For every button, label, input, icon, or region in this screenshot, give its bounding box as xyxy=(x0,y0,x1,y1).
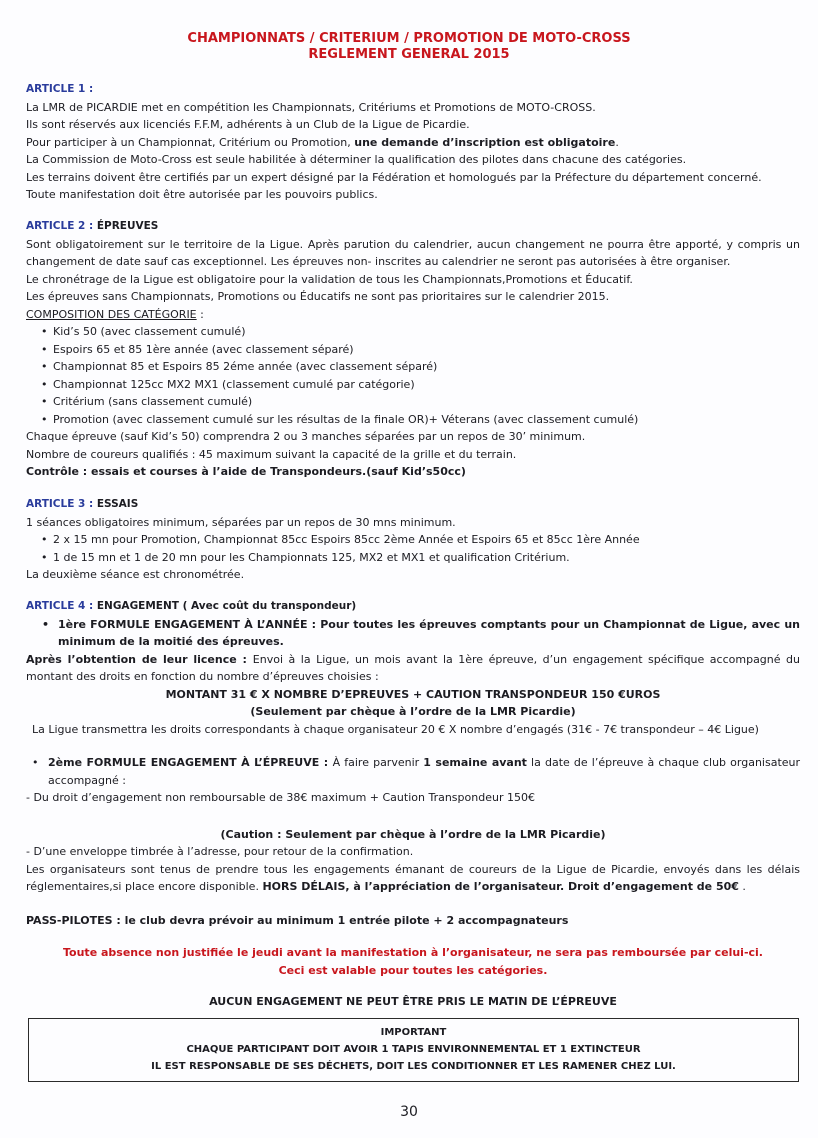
article-3-line: La deuxième séance est chronométrée. xyxy=(26,568,245,581)
controle-line: Contrôle : essais et courses à l’aide de Transpondeurs.(sauf Kid’s50cc) xyxy=(26,465,466,478)
nombre-line: Nombre de coureurs qualifiés : 45 maximum suivant la capacité de la grille et du terrain. xyxy=(26,447,517,461)
formule-1: • 1ère FORMULE ENGAGEMENT À L’ANNÉE : Pour toutes les épreuves comptants pour un Championnat de Ligue, avec un minimum de la moitié des épreuves. xyxy=(42,617,800,648)
montant-line: MONTANT 31 € X NOMBRE D’EPREUVES + CAUTION TRANSPONDEUR 150 €UROS xyxy=(165,687,661,701)
page-number: 30 xyxy=(400,1104,418,1120)
apres-licence: Après l’obtention de leur licence : Envoi à la Ligue, un mois avant la 1ère épreuve, d’un engagement spécifique accompagné du montant des droits en fonction du nombre d’épreuves choisies : xyxy=(26,652,800,683)
article-2 xyxy=(26,218,800,481)
formule-2: • 2ème FORMULE ENGAGEMENT À L’ÉPREUVE : À faire parvenir 1 semaine avant la date de l’épreuve à chaque club organisateur accompagné : xyxy=(32,756,801,787)
article-1-line: Pour participer à un Championnat, Critérium ou Promotion, une demande d’inscription est obligatoire. xyxy=(26,135,619,149)
enveloppe-line: - D’une enveloppe timbrée à l’adresse, pour retour de la confirmation. xyxy=(26,845,414,858)
caution-line: (Caution : Seulement par chèque à l’ordre de la LMR Picardie) xyxy=(220,827,606,841)
ligue-line: La Ligue transmettra les droits correspondants à chaque organisateur 20 € X nombre d’engagés (31€ - 7€ transpondeur – 4€ Ligue) xyxy=(32,722,759,736)
category-list xyxy=(26,323,800,428)
essais-list xyxy=(26,531,800,566)
manches-line: Chaque épreuve (sauf Kid’s 50) comprendra 2 ou 3 manches séparées par un repos de 30’ minimum. xyxy=(26,430,586,443)
category-item: • Championnat 125cc MX2 MX1 (classement cumulé par catégorie) xyxy=(41,376,800,394)
droit-line: - Du droit d’engagement non remboursable de 38€ maximum + Caution Transpondeur 150€ xyxy=(26,791,535,804)
article-3-heading: ARTICLE 3 : ESSAIS xyxy=(26,498,139,510)
article-2-heading: ARTICLE 2 : ÉPREUVES xyxy=(26,220,159,232)
organisateurs-para: Les organisateurs sont tenus de prendre tous les engagements émanant de coureurs de la Ligue de Picardie, envoyés dans les délais réglementaires,si place encore disponible. HORS DÉLAIS, à l’appréciation de l’organisateur. Droit d’engagement de 50€ . xyxy=(26,862,800,893)
bullet-icon: • xyxy=(42,617,50,631)
article-2-para: Sont obligatoirement sur le territoire de la Ligue. Après parution du calendrier, aucun changement ne pourra être apporté, y compris un changement de date sauf cas exceptionnel. Les épreuves non- inscrites au calendrier ne seront pas autorisées à être organiser. xyxy=(26,237,800,268)
category-item: • Promotion (avec classement cumulé sur les résultas de la finale OR)+ Véterans (avec classement cumulé) xyxy=(41,411,800,429)
article-1-line: Les terrains doivent être certifiés par un expert désigné par la Fédération et homologués par la Préfecture du département concerné. xyxy=(26,170,762,184)
important-line: IL EST RESPONSABLE DE SES DÉCHETS, DOIT LES CONDITIONNER ET LES RAMENER CHEZ LUI. xyxy=(151,1061,676,1072)
article-4 xyxy=(26,598,800,1011)
important-box xyxy=(28,1018,799,1082)
document-title: CHAMPIONNATS / CRITERIUM / PROMOTION DE MOTO-CROSS xyxy=(187,31,631,46)
document-subtitle: REGLEMENT GENERAL 2015 xyxy=(308,47,510,62)
article-1-line: La LMR de PICARDIE met en compétition les Championnats, Critériums et Promotions de MOTO-CROSS. xyxy=(26,100,596,114)
category-item: • Championnat 85 et Espoirs 85 2éme année (avec classement séparé) xyxy=(41,358,800,376)
article-1 xyxy=(26,81,800,204)
essais-item: • 1 de 15 mn et 1 de 20 mn pour les Championnats 125, MX2 et MX1 et qualification Critérium. xyxy=(41,549,800,567)
categories-warning: Ceci est valable pour toutes les catégories. xyxy=(278,963,548,977)
article-1-line: La Commission de Moto-Cross est seule habilitée à déterminer la qualification des pilotes dans chacune des catégories. xyxy=(26,153,687,166)
absence-warning: Toute absence non justifiée le jeudi avant la manifestation à l’organisateur, ne sera pas remboursée par celui-ci. xyxy=(63,946,763,959)
essais-item: • 2 x 15 mn pour Promotion, Championnat 85cc Espoirs 85cc 2ème Année et Espoirs 65 et 85cc 1ère Année xyxy=(41,531,800,549)
article-1-line: Toute manifestation doit être autorisée par les pouvoirs publics. xyxy=(26,188,378,201)
article-1-line: Ils sont réservés aux licenciés F.F.M, adhérents à un Club de la Ligue de Picardie. xyxy=(26,118,470,131)
article-4-heading: ARTICLE 4 : ENGAGEMENT ( Avec coût du transpondeur) xyxy=(26,600,357,612)
article-3-line: 1 séances obligatoires minimum, séparées par un repos de 30 mns minimum. xyxy=(26,515,456,529)
pass-pilotes-line: PASS-PILOTES : le club devra prévoir au minimum 1 entrée pilote + 2 accompagnateurs xyxy=(26,913,569,927)
composition-heading: COMPOSITION DES CATÉGORIE : xyxy=(26,307,204,321)
article-3 xyxy=(26,496,800,584)
aucun-engagement-line: AUCUN ENGAGEMENT NE PEUT ÊTRE PRIS LE MATIN DE L’ÉPREUVE xyxy=(209,995,617,1008)
article-2-para: Les épreuves sans Championnats, Promotions ou Éducatifs ne sont pas prioritaires sur le calendrier 2015. xyxy=(26,290,610,303)
article-2-para: Le chronétrage de la Ligue est obligatoire pour la validation de tous les Championnats,Promotions et Éducatif. xyxy=(26,272,633,286)
category-item: • Kid’s 50 (avec classement cumulé) xyxy=(41,323,800,341)
article-1-heading: ARTICLE 1 : xyxy=(26,83,94,95)
category-item: • Espoirs 65 et 85 1ère année (avec classement séparé) xyxy=(41,341,800,359)
important-line: CHAQUE PARTICIPANT DOIT AVOIR 1 TAPIS ENVIRONNEMENTAL ET 1 EXTINCTEUR xyxy=(186,1044,641,1055)
important-title: IMPORTANT xyxy=(380,1027,447,1038)
bullet-icon: • xyxy=(32,756,39,769)
category-item: • Critérium (sans classement cumulé) xyxy=(41,393,800,411)
seulement-line: (Seulement par chèque à l’ordre de la LMR Picardie) xyxy=(250,705,576,718)
